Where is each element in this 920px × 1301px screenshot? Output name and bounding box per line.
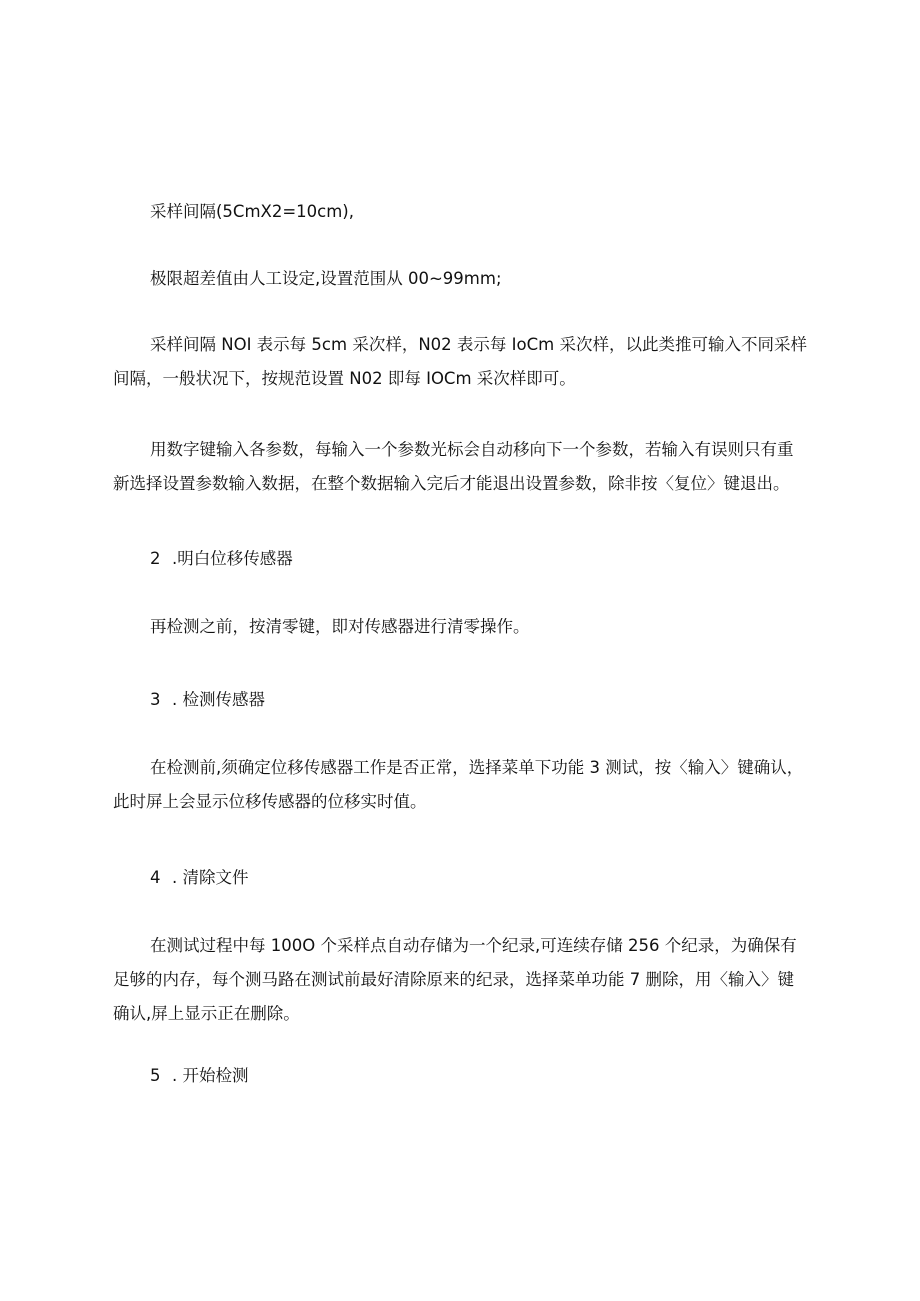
section-heading-4: [150, 861, 249, 895]
section-title: . 开始检测: [172, 1066, 249, 1085]
paragraph-clear-files: [113, 929, 813, 1031]
text-line: 足够的内存，每个测马路在测试前最好清除原来的纪录，选择菜单功能 7 删除，用〈输入〉键: [113, 970, 794, 989]
paragraph-numeric-input: [113, 433, 813, 501]
section-heading-2: [150, 542, 293, 576]
section-number: 2: [150, 549, 161, 568]
paragraph-sampling-interval: [113, 195, 813, 229]
section-heading-3: [150, 683, 265, 717]
section-title: . 清除文件: [172, 868, 249, 887]
text-line: 此时屏上会显示位移传感器的位移实时值。: [113, 792, 427, 811]
section-title: .明白位移传感器: [172, 549, 293, 568]
text-line: 确认,屏上显示正在删除。: [113, 1004, 300, 1023]
section-number: 4: [150, 868, 161, 887]
text-line: 新选择设置参数输入数据，在整个数据输入完后才能退出设置参数，除非按〈复位〉键退出。: [113, 474, 790, 493]
section-number: 5: [150, 1066, 161, 1085]
text-line: 极限超差值由人工设定,设置范围从 00~99mm;: [150, 269, 502, 288]
paragraph-sampling-explain: [113, 328, 813, 396]
section-number: 3: [150, 690, 161, 709]
text-line: 再检测之前，按清零键，即对传感器进行清零操作。: [150, 617, 530, 636]
text-line: 在检测前,须确定位移传感器工作是否正常，选择菜单下功能 3 测试，按〈输入〉键确认，: [150, 758, 804, 777]
paragraph-check-sensor: [113, 751, 813, 819]
section-heading-5: [150, 1059, 249, 1093]
text-line: 采样间隔(5CmX2=10cm),: [150, 202, 354, 221]
paragraph-zero: [113, 610, 813, 644]
text-line: 用数字键输入各参数，每输入一个参数光标会自动移向下一个参数，若输入有误则只有重: [150, 440, 794, 459]
text-line: 采样间隔 NOI 表示每 5cm 采次样，N02 表示每 IoCm 采次样，以此类推可输入不同采样: [150, 335, 807, 354]
section-title: . 检测传感器: [172, 690, 265, 709]
text-line: 在测试过程中每 100O 个采样点自动存储为一个纪录,可连续存储 256 个纪录，为确保有: [150, 936, 797, 955]
paragraph-limit-value: [113, 262, 813, 296]
text-line: 间隔，一般状况下，按规范设置 N02 即每 IOCm 采次样即可。: [113, 369, 576, 388]
